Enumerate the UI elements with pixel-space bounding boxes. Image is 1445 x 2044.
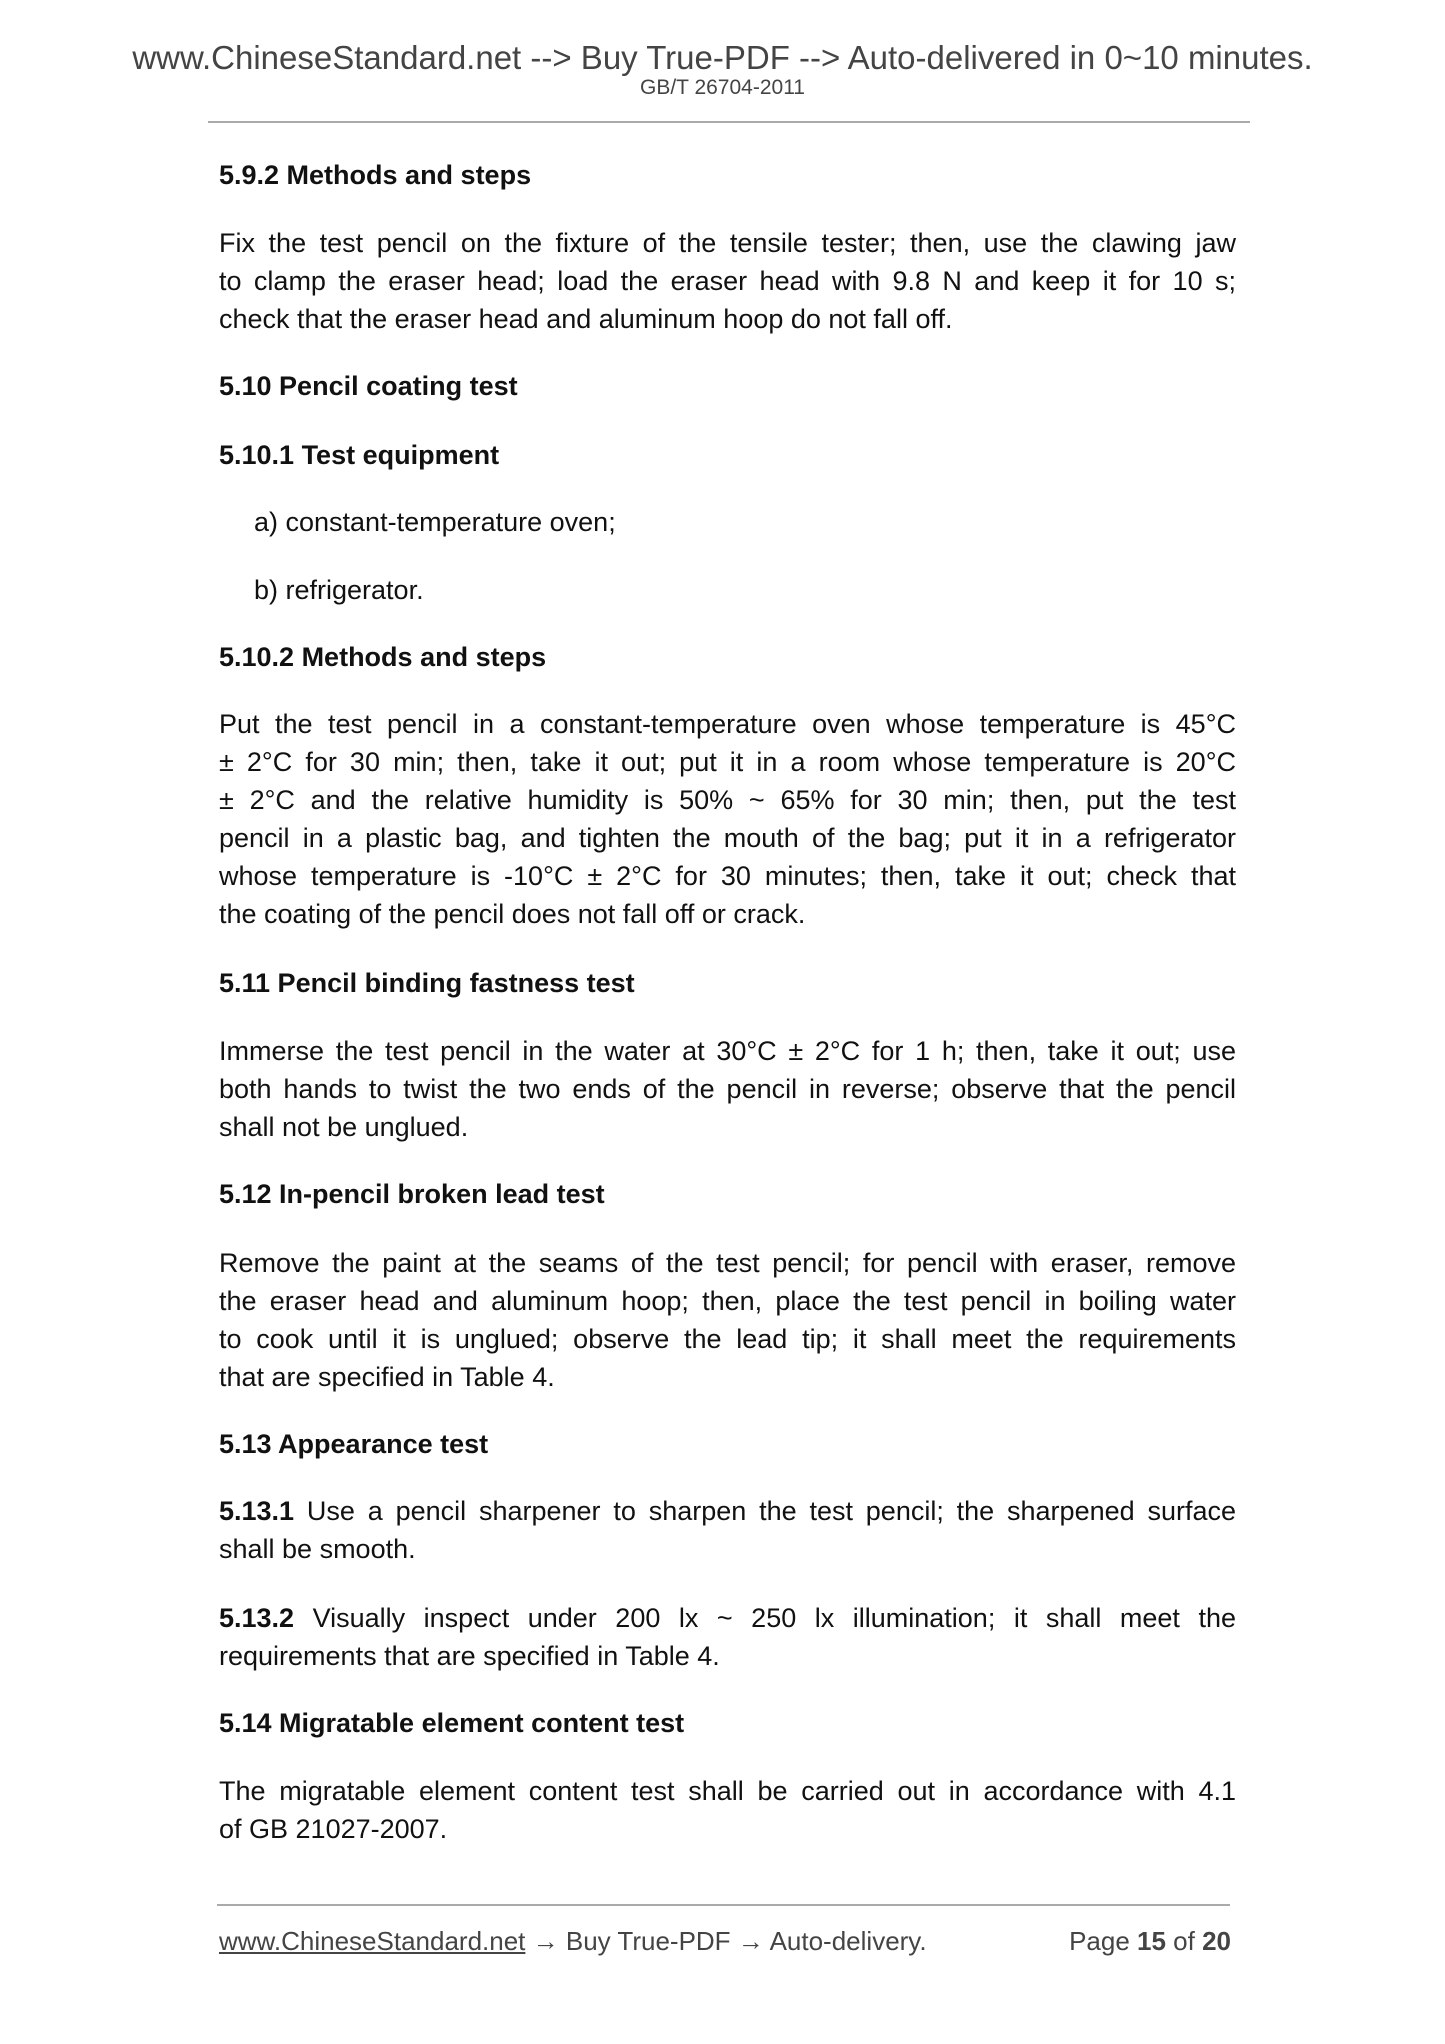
paragraph-5-9-2 — [219, 224, 1236, 338]
text-line: ± 2°C and the relative humidity is 50% ~ 65% for 30 min; then, put the test — [219, 785, 1236, 815]
list-item-a: a) constant-temperature oven; — [254, 507, 616, 537]
paragraph-5-13-2 — [219, 1599, 1236, 1675]
heading-5-9-2: 5.9.2 Methods and steps — [219, 160, 532, 190]
footer — [219, 1922, 1231, 1960]
text-line: Put the test pencil in a constant-temperature oven whose temperature is 45°C — [219, 709, 1236, 739]
text-line: the eraser head and aluminum hoop; then, place the test pencil in boiling water — [219, 1286, 1236, 1316]
header-banner: www.ChineseStandard.net --> Buy True-PDF --> Auto-delivered in 0~10 minutes. — [132, 39, 1313, 76]
clause-number: 5.13.1 — [219, 1496, 295, 1526]
paragraph-5-12 — [219, 1244, 1236, 1396]
text-line: to cook until it is unglued; observe the lead tip; it shall meet the requirements — [219, 1324, 1236, 1354]
text-line: the coating of the pencil does not fall off or crack. — [219, 899, 806, 929]
page-label: Page — [1069, 1926, 1138, 1956]
heading-5-10-2: 5.10.2 Methods and steps — [219, 642, 547, 672]
page-of-label: of — [1165, 1926, 1203, 1956]
paragraph-5-13-1 — [219, 1492, 1236, 1568]
text-line: requirements that are specified in Table 4. — [219, 1641, 720, 1671]
text-line: The migratable element content test shall be carried out in accordance with 4.1 — [219, 1776, 1236, 1806]
text-line: check that the eraser head and aluminum hoop do not fall off. — [219, 304, 953, 334]
text-line: Immerse the test pencil in the water at 30°C ± 2°C for 1 h; then, take it out; use — [219, 1036, 1236, 1066]
paragraph-5-11 — [219, 1032, 1236, 1146]
page-indicator — [1069, 1922, 1231, 1960]
text-line — [219, 1492, 1236, 1530]
page-number: 15 — [1137, 1926, 1166, 1956]
text-line: whose temperature is -10°C ± 2°C for 30 minutes; then, take it out; check that — [219, 861, 1236, 891]
text-line: Fix the test pencil on the fixture of the tensile tester; then, use the clawing jaw — [219, 228, 1236, 258]
text-line: pencil in a plastic bag, and tighten the mouth of the bag; put it in a refrigerator — [219, 823, 1236, 853]
header-divider — [208, 121, 1250, 123]
clause-text: Use a pencil sharpener to sharpen the test pencil; the sharpened surface — [294, 1496, 1236, 1526]
heading-5-10: 5.10 Pencil coating test — [219, 371, 518, 401]
heading-5-13: 5.13 Appearance test — [219, 1429, 489, 1459]
paragraph-5-14 — [219, 1772, 1236, 1848]
clause-text: Visually inspect under 200 lx ~ 250 lx illumination; it shall meet the — [294, 1603, 1236, 1633]
text-line: shall be smooth. — [219, 1534, 416, 1564]
heading-5-10-1: 5.10.1 Test equipment — [219, 440, 500, 470]
text-line: Remove the paint at the seams of the test pencil; for pencil with eraser, remove — [219, 1248, 1236, 1278]
heading-5-11: 5.11 Pencil binding fastness test — [219, 968, 635, 998]
list-item-b: b) refrigerator. — [254, 575, 424, 605]
footer-divider — [217, 1904, 1230, 1906]
clause-number: 5.13.2 — [219, 1603, 295, 1633]
document-id: GB/T 26704-2011 — [639, 76, 805, 99]
text-line: both hands to twist the two ends of the pencil in reverse; observe that the pencil — [219, 1074, 1236, 1104]
text-line: that are specified in Table 4. — [219, 1362, 555, 1392]
footer-site-link[interactable]: www.ChineseStandard.net — [219, 1926, 526, 1956]
page-total: 20 — [1202, 1926, 1231, 1956]
text-line: of GB 21027-2007. — [219, 1814, 448, 1844]
text-line: shall not be unglued. — [219, 1112, 469, 1142]
text-line — [219, 1599, 1236, 1637]
heading-5-14: 5.14 Migratable element content test — [219, 1708, 685, 1738]
heading-5-12: 5.12 In-pencil broken lead test — [219, 1179, 605, 1209]
paragraph-5-10-2 — [219, 705, 1236, 933]
footer-tagline: → Buy True-PDF → Auto-delivery. — [525, 1926, 927, 1956]
text-line: to clamp the eraser head; load the eraser head with 9.8 N and keep it for 10 s; — [219, 266, 1236, 296]
text-line: ± 2°C for 30 min; then, take it out; put it in a room whose temperature is 20°C — [219, 747, 1236, 777]
